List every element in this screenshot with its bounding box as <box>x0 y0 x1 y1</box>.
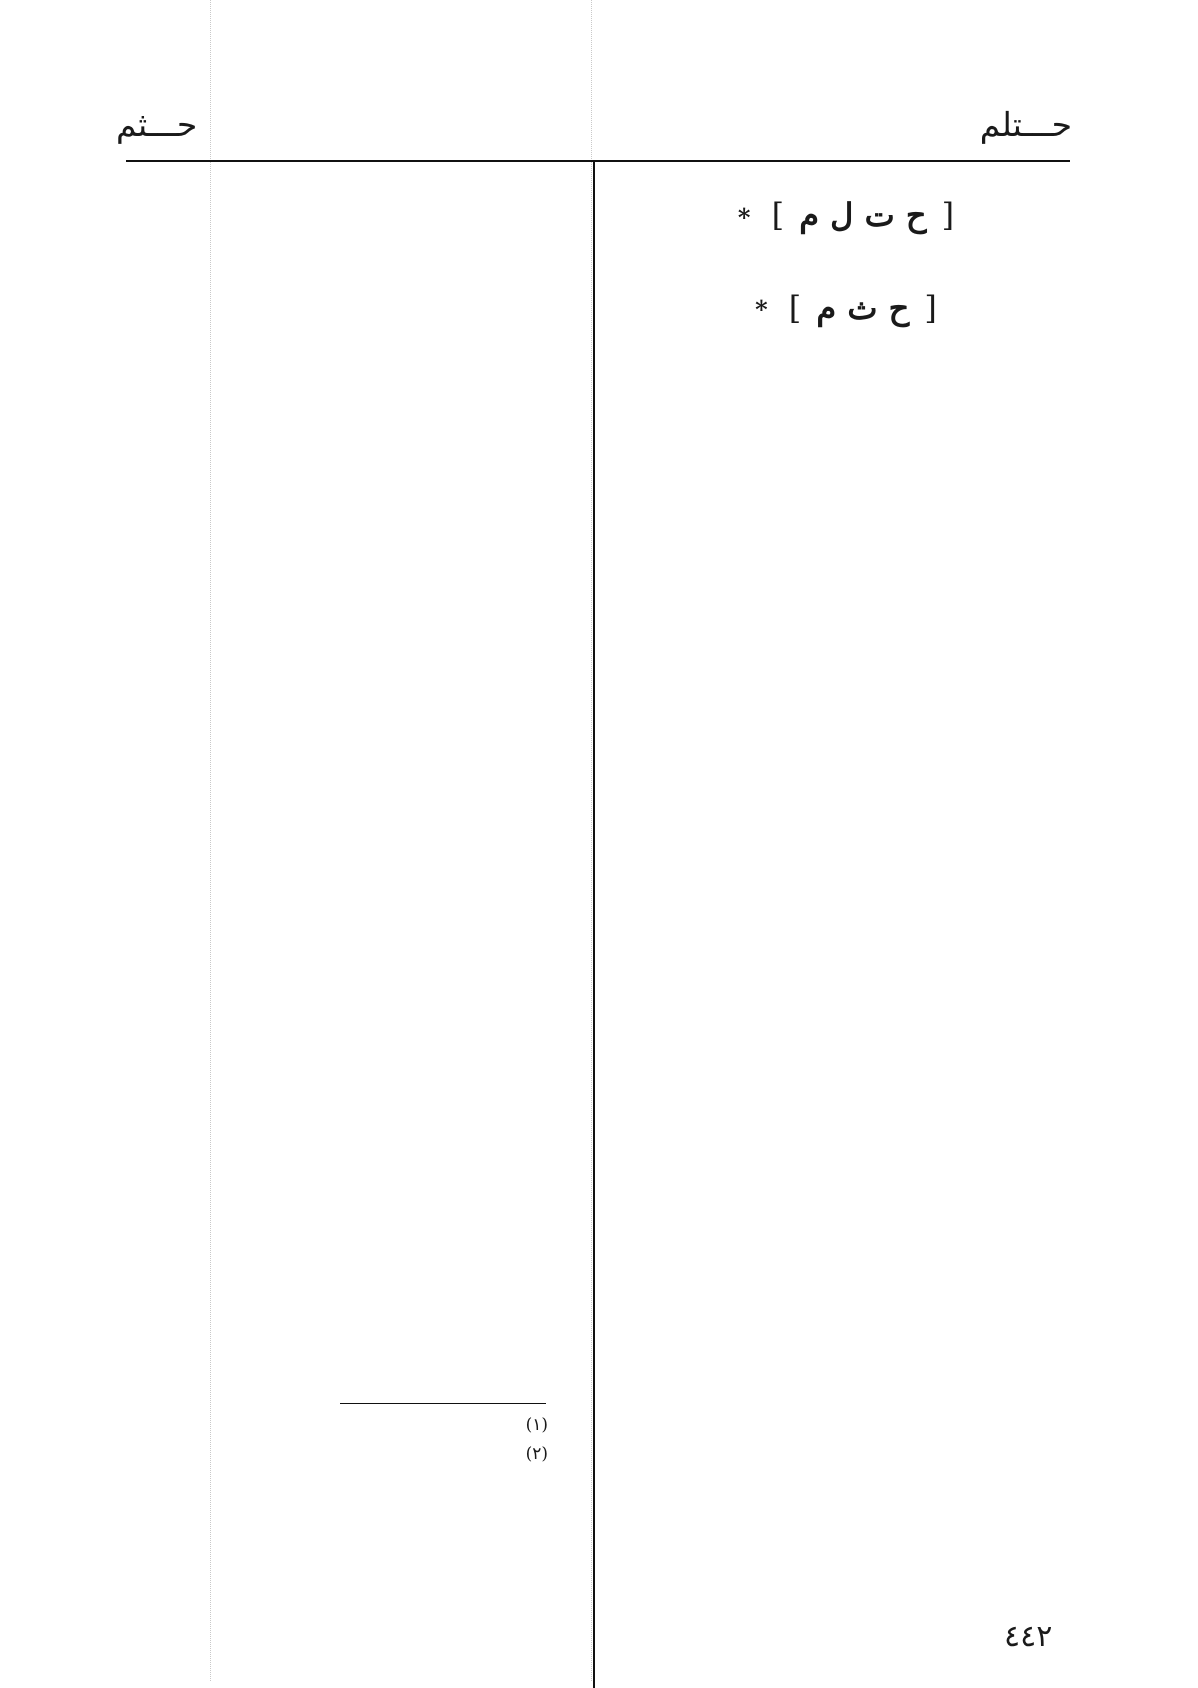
right-column <box>628 170 1068 1460</box>
running-head-left: حـــثم <box>116 105 198 144</box>
asterisk-icon: * <box>737 202 751 232</box>
bracket-open: [ <box>941 196 955 234</box>
bracket-close: ] <box>771 196 785 234</box>
scan-fold-line <box>591 0 592 1681</box>
entry-heading <box>628 180 1068 253</box>
footnote-number: (٢) <box>525 1444 548 1464</box>
footnote <box>120 1412 548 1439</box>
header-rule <box>126 160 1070 162</box>
asterisk-icon: * <box>755 295 768 324</box>
running-head-right: حـــتلم <box>979 105 1072 144</box>
entry-heading <box>628 273 1068 346</box>
root-letters: ح ث م <box>816 288 910 327</box>
footnote-number: (١) <box>525 1415 548 1435</box>
entry <box>628 180 1068 1460</box>
footnote <box>120 1441 548 1468</box>
footnote-rule <box>340 1403 546 1404</box>
page-number: ٤٤٢ <box>1004 1619 1053 1654</box>
bracket-open: [ <box>924 288 937 327</box>
footnotes <box>120 1412 548 1470</box>
bracket-close: ] <box>788 288 802 327</box>
root-letters: ح ت ل م <box>799 196 927 234</box>
column-divider <box>593 160 595 1688</box>
